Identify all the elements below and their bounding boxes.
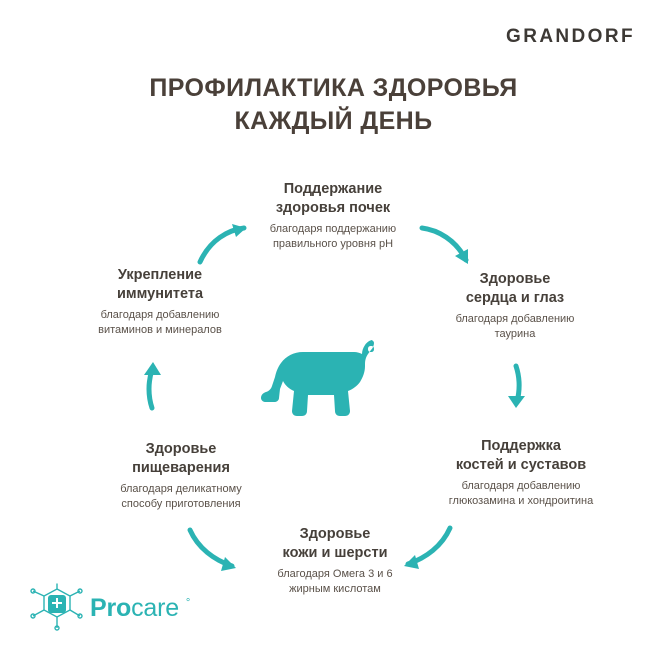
dog-silhouette-icon: [255, 334, 413, 430]
procare-care: care: [131, 593, 179, 622]
node-heart-title: Здоровье сердца и глаз: [465, 271, 565, 306]
node-joints-title: Поддержка костей и суставов: [455, 438, 587, 473]
procare-degree-mark: °: [185, 597, 191, 609]
node-immunity-subtitle: благодаря добавлению витаминов и минералов: [98, 309, 222, 336]
node-skin-title: Здоровье кожи и шерсти: [282, 526, 388, 561]
brand-wordmark: GRANDORF: [506, 26, 635, 47]
page-title-line-1: ПРОФИЛАКТИКА ЗДОРОВЬЯ: [149, 74, 518, 102]
node-immunity-strengthening: [48, 266, 272, 337]
molecule-icon: [30, 583, 84, 633]
node-heart-and-eye-health: [400, 270, 630, 341]
arrow-digestion-to-immunity-icon: [124, 358, 180, 414]
node-kidney-subtitle: благодаря поддержанию правильного уровня pH: [269, 223, 397, 250]
node-digestion-title: Здоровье пищеварения: [132, 441, 230, 476]
procare-pro: Pro: [90, 593, 132, 622]
node-skin-subtitle: благодаря Омега 3 и 6 жирным кислотам: [277, 568, 393, 595]
procare-wordmark: [90, 594, 179, 623]
node-kidney-health: [213, 180, 453, 251]
node-skin-and-coat-health: [215, 525, 455, 596]
node-joints-subtitle: благодаря добавлению глюкозамина и хондроитина: [448, 480, 594, 507]
arrow-heart-to-joints-icon: [490, 362, 546, 418]
node-bone-and-joint-support: [398, 437, 644, 508]
node-kidney-title: Поддержание здоровья почек: [275, 181, 391, 216]
node-heart-subtitle: благодаря добавлению таурина: [455, 313, 575, 340]
node-digestive-health: [66, 440, 296, 511]
node-digestion-subtitle: благодаря деликатному способу приготовления: [120, 483, 242, 510]
procare-logo: [30, 583, 190, 633]
page-title-line-2: КАЖДЫЙ ДЕНЬ: [234, 107, 433, 135]
node-immunity-title: Укрепление иммунитета: [116, 267, 204, 302]
page-title: [0, 72, 667, 138]
